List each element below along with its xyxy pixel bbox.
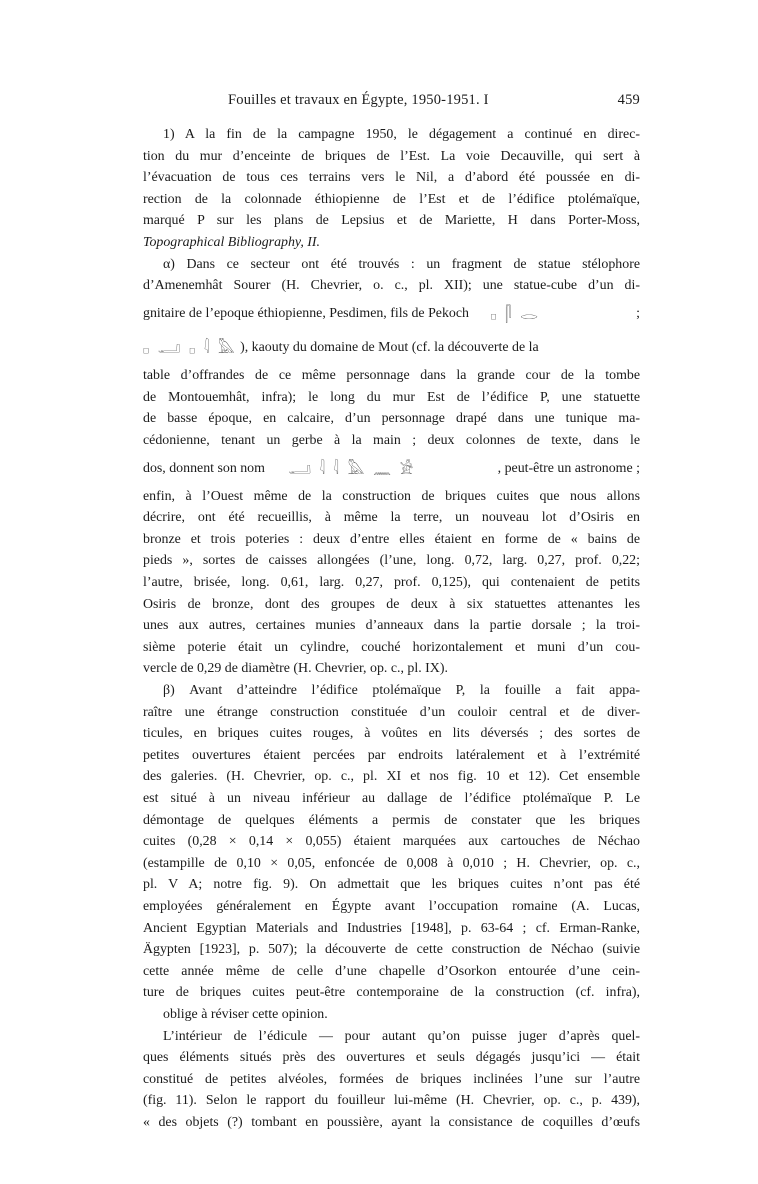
text-line: β) Avant d’atteindre l’édifice ptolémaïque P, la fouille a fait appa-	[163, 683, 640, 699]
text-line: L’intérieur de l’édicule — pour autant qu’on puisse juger d’après quel-	[163, 1028, 640, 1044]
text-line: décrire, ont été recueillis, à même la terre, un nouveau lot d’Osiris en	[143, 510, 640, 526]
text-line: démontage de quelques éléments a permis de constater que les briques	[143, 812, 640, 828]
text-line: sième poterie était un cylindre, couché horizontalement et muni d’un cou-	[143, 639, 640, 655]
text-line: de Montouemhât, infra); le long du mur Est de l’édifice P, une statuette	[143, 389, 640, 405]
text-fragment: gnitaire de l’epoque éthiopienne, Pesdimen, fils de Pekoch	[143, 305, 469, 321]
text-line: α) Dans ce secteur ont été trouvés : un fragment de statue stélophore	[163, 256, 640, 272]
hieroglyph-group: 𓊪 𓋴 𓂋	[490, 304, 540, 323]
hieroglyph-group: 𓊪 𓂝 𓊪 𓇋 𓅓	[143, 338, 237, 357]
text-line: « des objets (?) tombant en poussière, ayant la consistance de coquilles d’œufs	[143, 1114, 640, 1130]
text-line: cuites (0,28 × 0,14 × 0,055) étaient marquées aux cartouches de Néchao	[143, 834, 640, 850]
text-line: vercle de 0,29 de diamètre (H. Chevrier, op. c., pl. IX).	[143, 661, 448, 677]
text-line: enfin, à l’Ouest même de la construction de briques cuites que nous allons	[143, 488, 640, 504]
text-line: bronze et trois poteries : deux d’entre elles étaient en forme de « bains de	[143, 531, 640, 547]
text-line: l’autre, brisée, long. 0,61, larg. 0,27, prof. 0,125), qui contenaient de petits	[143, 575, 640, 591]
text-line: (fig. 11). Selon le rapport du fouilleur lui-même (H. Chevrier, op. c., p. 439),	[143, 1093, 640, 1109]
text-line-with-hieroglyphs	[143, 297, 640, 331]
body-text	[143, 124, 640, 1134]
text-line: cédonienne, tenant un gerbe à la main ; deux colonnes de texte, dans le	[143, 432, 640, 448]
text-line: ques éléments situés près des ouvertures et seuls dégagés jusqu’ici — était	[143, 1050, 640, 1066]
text-line: oblige à réviser cette opinion.	[163, 1006, 328, 1022]
text-fragment: dos, donnent son nom	[143, 460, 265, 476]
text-line: employées généralement en Égypte avant l’occupation romaine (A. Lucas,	[143, 898, 640, 914]
text-line: Ägypten [1923], p. 507); la découverte de cette construction de Néchao (suivie	[143, 942, 640, 958]
text-line: 1) A la fin de la campagne 1950, le dégagement a continué en direc-	[163, 127, 640, 142]
text-line: est situé à un niveau inférieur au dallage de l’édifice ptolémaïque P. Le	[143, 791, 640, 806]
text-line: table d’offrandes de ce même personnage dans la grande cour de la tombe	[143, 368, 640, 384]
text-line: constitué de petites alvéoles, formées de briques inclinées l’une sur l’autre	[143, 1071, 640, 1087]
text-fragment: ), kaouty du domaine de Mout (cf. la découverte de la	[240, 340, 539, 356]
page-number: 459	[617, 92, 640, 108]
text-line: (estampille de 0,10 × 0,05, enfoncée de 0,008 à 0,010 ; H. Chevrier, op. c.,	[143, 855, 640, 871]
running-title: Fouilles et travaux en Égypte, 1950-1951. I	[228, 92, 489, 108]
text-line: pieds », sortes de caisses allongées (l’une, long. 0,72, larg. 0,27, prof. 0,22;	[143, 553, 640, 569]
text-line: rection de la colonnade éthiopienne de l’Est et de l’édifice ptolémaïque,	[143, 191, 640, 207]
text-line: ticules, en briques cuites rouges, à voûtes en lits déversés ; des sortes de	[143, 726, 640, 742]
text-line: Osiris de bronze, dont des groupes de deux à six statuettes attenantes les	[143, 596, 640, 612]
text-line: petites ouvertures étaient percées par endroits latéralement et à l’extrémité	[143, 747, 640, 763]
text-line: pl. V A; notre fig. 9). On admettait que les briques cuites n’ont pas été	[143, 877, 640, 893]
hieroglyph-group: 𓂝 𓇋 𓇋 𓅓 𓈖 𓀀	[288, 459, 416, 478]
text-line: Ancient Egyptian Materials and Industries [1948], p. 63-64 ; cf. Erman-Ranke,	[143, 920, 640, 936]
text-fragment: , peut-être un astronome ;	[497, 460, 640, 476]
text-line: tion du mur d’enceinte de briques de l’Est. La voie Decauville, qui sert à	[143, 148, 640, 164]
text-line: Topographical Bibliography, II.	[143, 234, 320, 250]
text-line: des galeries. (H. Chevrier, op. c., pl. XI et nos fig. 10 et 12). Cet ensemble	[143, 769, 640, 785]
text-line: de basse époque, en calcaire, d’un personnage drapé dans une tunique ma-	[143, 411, 640, 427]
text-line: cette année même de celle d’une chapelle d’Osorkon entourée d’une cein-	[143, 963, 640, 979]
text-line-with-hieroglyphs	[143, 331, 640, 365]
text-line: marqué P sur les plans de Lepsius et de Mariette, H dans Porter-Moss,	[143, 213, 640, 229]
text-line: ture de briques cuites peut-être contemporaine de la construction (cf. infra),	[143, 985, 640, 1001]
text-line: unes aux autres, certaines munies d’anneaux dans la partie dorsale ; la troi-	[143, 618, 640, 634]
text-line: raître une étrange construction constituée d’un couloir central et de diver-	[143, 704, 640, 720]
text-line: d’Amenemhât Sourer (H. Chevrier, o. c., pl. XII); une statue-cube d’un di-	[143, 278, 640, 294]
text-line-with-hieroglyphs	[143, 452, 640, 486]
text-fragment: ;	[636, 305, 640, 321]
text-line: l’évacuation de tous ces terrains vers le Nil, a d’abord été poussée en di-	[143, 170, 640, 186]
